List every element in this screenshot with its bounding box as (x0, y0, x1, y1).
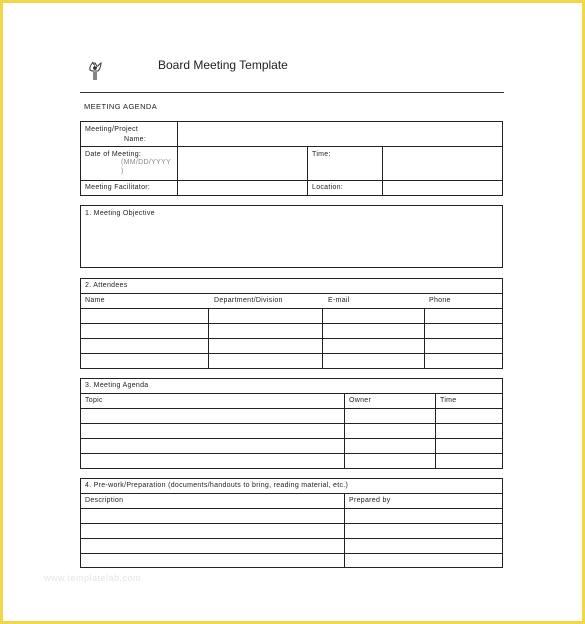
row-divider (81, 423, 502, 424)
column-header-time: Time (440, 397, 457, 404)
row-divider (81, 493, 502, 494)
column-header-topic: Topic (85, 397, 103, 404)
column-divider (177, 122, 178, 195)
row-divider (81, 353, 502, 354)
date-label: Date of Meeting: (85, 151, 142, 158)
agenda-table (80, 378, 503, 469)
row-divider (81, 323, 502, 324)
date-format-hint: (MM/DD/YYYY (121, 159, 171, 166)
column-header-prepared-by: Prepared by (349, 497, 391, 504)
row-divider (81, 553, 502, 554)
row-divider (81, 438, 502, 439)
column-divider (435, 393, 436, 468)
column-divider (424, 308, 425, 368)
column-header-phone: Phone (429, 297, 451, 304)
column-header-department: Department/Division (214, 297, 283, 304)
row-divider (81, 180, 502, 181)
row-divider (81, 293, 502, 294)
attendees-heading: 2. Attendees (85, 282, 128, 289)
prework-heading: 4. Pre-work/Preparation (documents/handouts to bring, reading material, etc.) (85, 482, 349, 489)
column-header-email: E-mail (328, 297, 350, 304)
row-divider (81, 393, 502, 394)
row-divider (81, 508, 502, 509)
column-header-name: Name (85, 297, 105, 304)
row-divider (81, 408, 502, 409)
objective-section (80, 205, 503, 268)
column-header-owner: Owner (349, 397, 372, 404)
facilitator-label: Meeting Facilitator: (85, 184, 151, 191)
column-divider (344, 493, 345, 567)
objective-heading: 1. Meeting Objective (85, 210, 155, 217)
title-divider (80, 92, 504, 93)
column-divider (322, 308, 323, 368)
meeting-info-table (80, 121, 503, 196)
column-divider (307, 146, 308, 195)
date-format-hint-line2: ) (121, 168, 124, 175)
attendees-table (80, 278, 503, 369)
column-header-description: Description (85, 497, 124, 504)
column-divider (344, 393, 345, 468)
row-divider (81, 523, 502, 524)
document-title: Board Meeting Template (158, 58, 288, 72)
row-divider (81, 453, 502, 454)
column-divider (382, 146, 383, 195)
prework-table (80, 478, 503, 568)
torch-logo-icon (84, 60, 106, 82)
project-name-label-line2: Name: (124, 136, 147, 143)
watermark: www.templatelab.com (44, 573, 142, 583)
row-divider (81, 338, 502, 339)
location-label: Location: (312, 184, 344, 191)
row-divider (81, 146, 502, 147)
time-label: Time: (312, 151, 331, 158)
agenda-heading: MEETING AGENDA (84, 102, 158, 111)
row-divider (81, 538, 502, 539)
project-name-label: Meeting/Project (85, 126, 139, 133)
agenda-section-heading: 3. Meeting Agenda (85, 382, 149, 389)
column-divider (208, 308, 209, 368)
row-divider (81, 308, 502, 309)
